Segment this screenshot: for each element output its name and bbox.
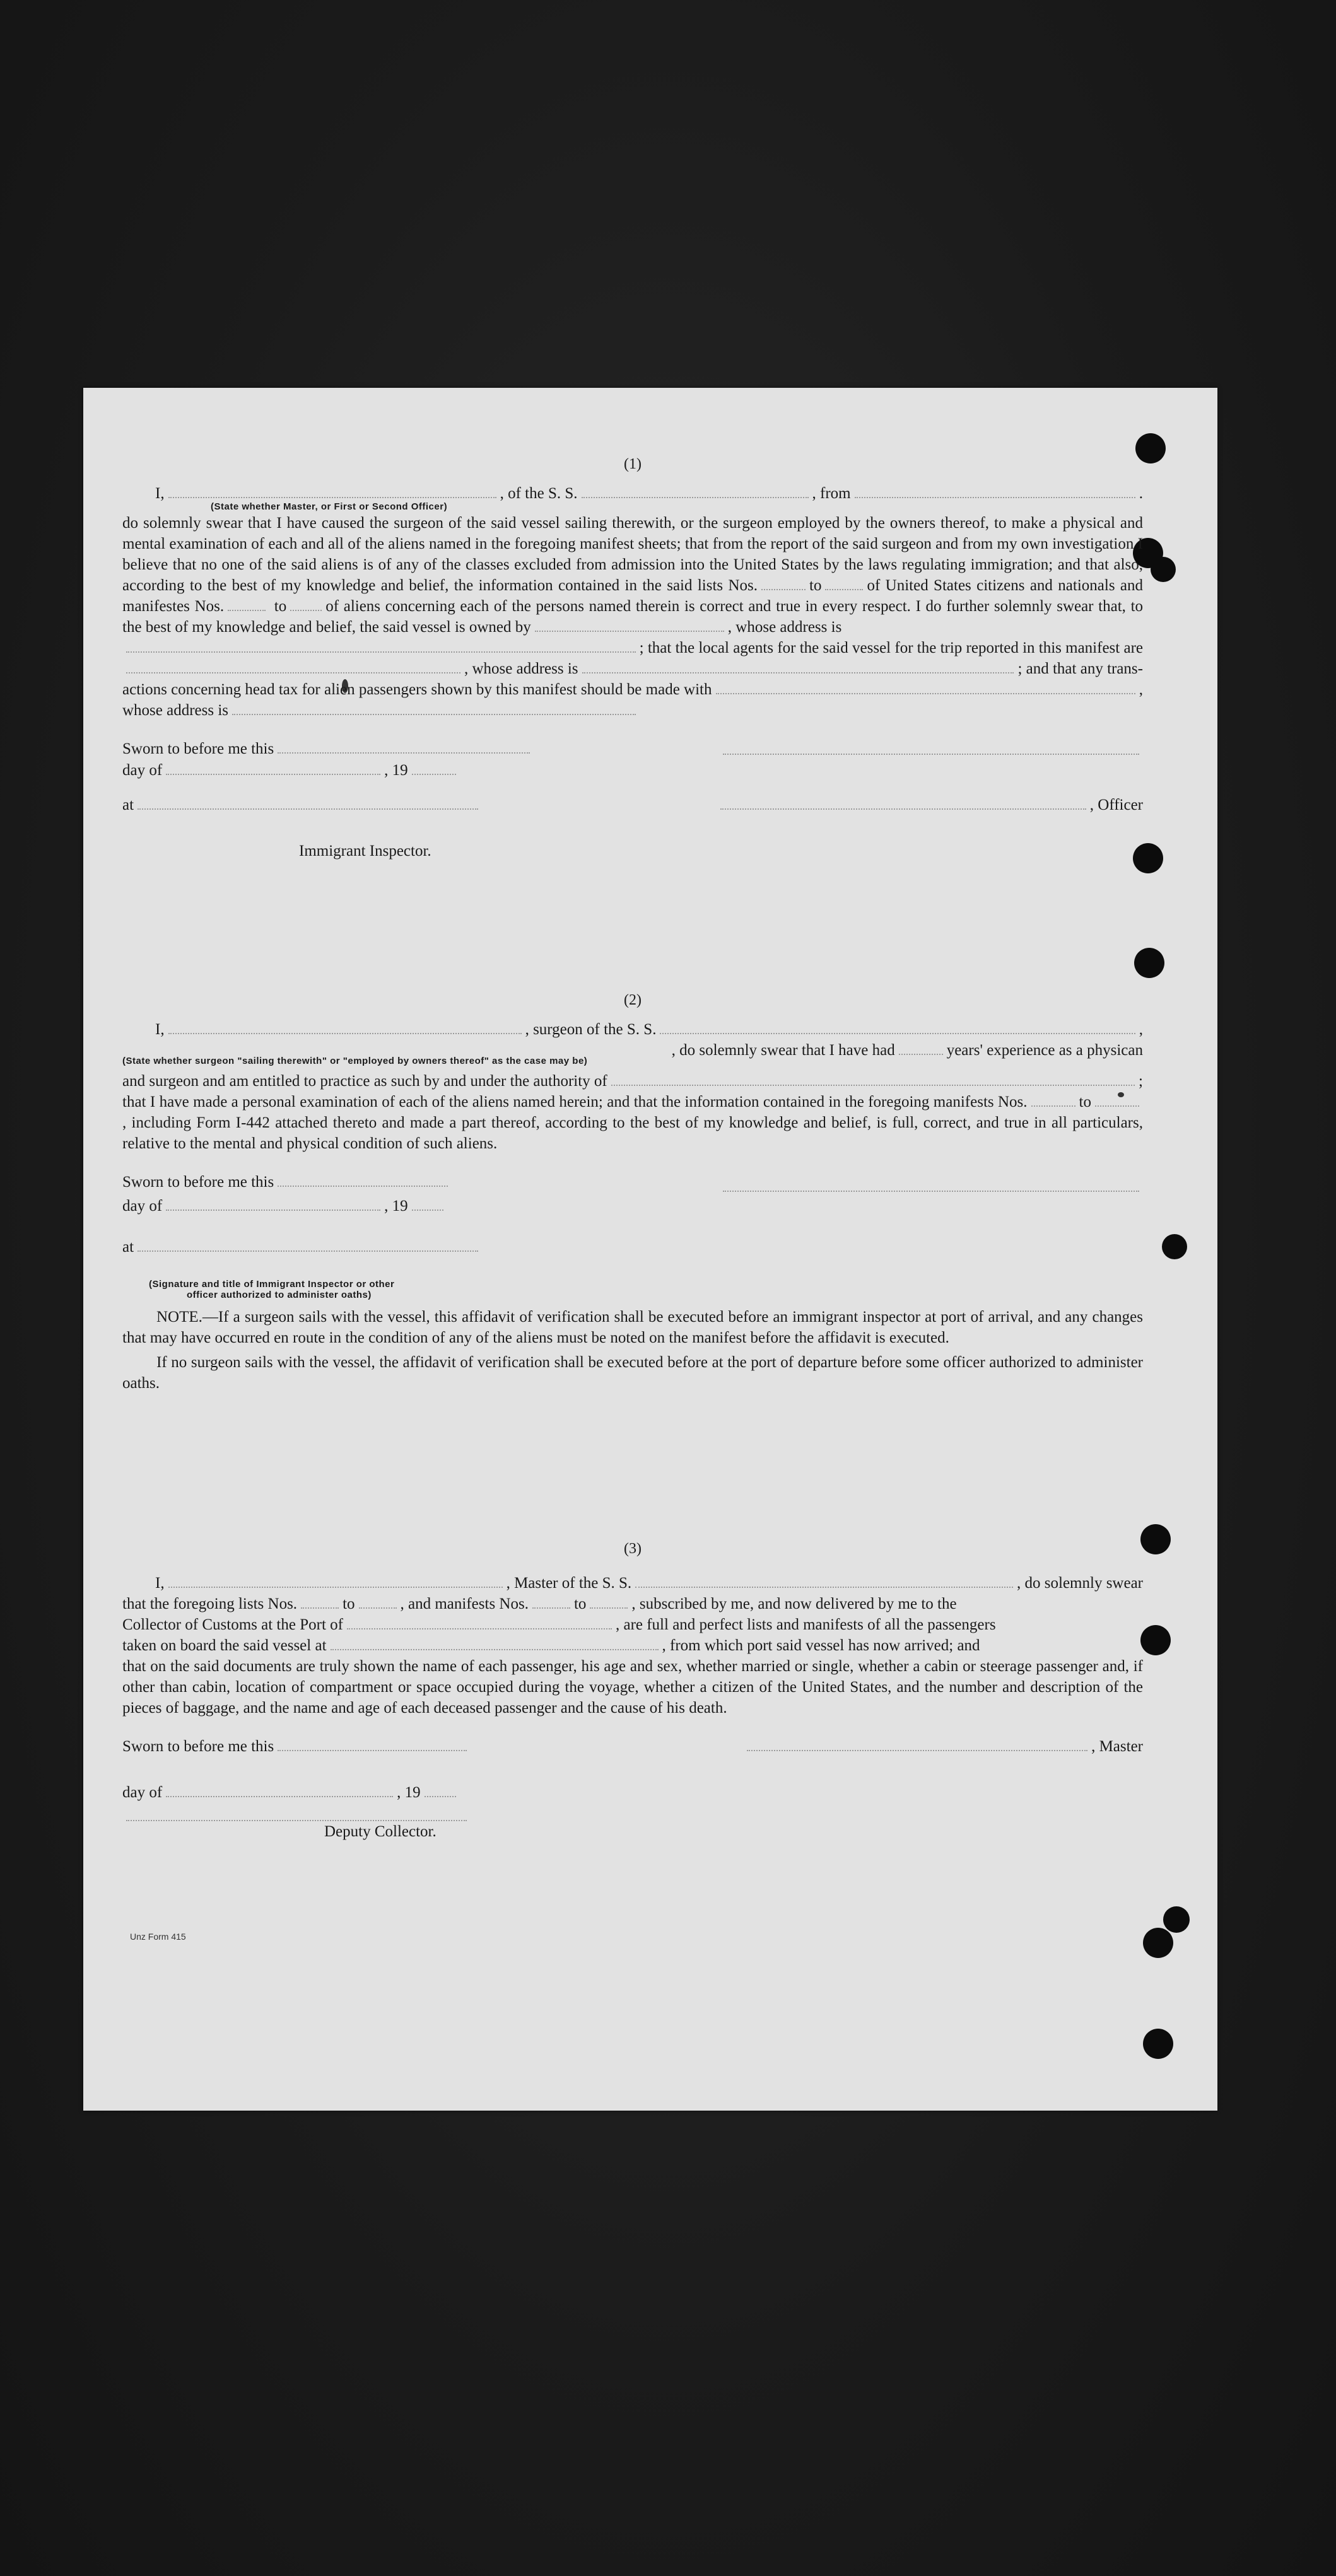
month-blank — [166, 1795, 393, 1797]
year-blank — [412, 1209, 443, 1211]
punch-hole — [1163, 1906, 1190, 1933]
sworn-date-blank — [278, 752, 530, 754]
port-blank — [347, 1628, 612, 1629]
surgeon-signature-blank — [723, 1190, 1139, 1192]
surgeon-caption: (State whether surgeon "sailing therewith" or "employed by owners thereof" as the case may be) — [122, 1056, 588, 1066]
section-number: (2) — [624, 992, 642, 1008]
sworn-line: Sworn to before me this — [122, 738, 1143, 759]
manifest-from-blank — [532, 1607, 570, 1609]
day-of-line: day of , 19 — [122, 1196, 1143, 1216]
agents-blank — [126, 672, 460, 673]
manifest-from-blank — [1031, 1105, 1075, 1107]
month-blank — [166, 773, 380, 775]
manifest-to-blank — [590, 1607, 628, 1609]
sworn-line: Sworn to before me this — [122, 1172, 1143, 1192]
punch-hole — [1140, 1625, 1171, 1655]
agents-line: ; that the local agents for the said vessel for the trip reported in this manifest are — [122, 638, 1143, 658]
sig-caption: (Signature and title of Immigrant Inspector or other officer authorized to administer oaths) — [149, 1279, 395, 1300]
list-from-blank — [761, 588, 806, 590]
day-of-line: day of , 19 — [122, 760, 1143, 781]
authority-blank — [611, 1084, 1135, 1086]
owner-blank — [535, 630, 724, 632]
at-line: at , Officer — [122, 796, 1143, 813]
manifest-to-blank — [290, 609, 322, 611]
note-paragraph: If no surgeon sails with the vessel, the affidavit of verification shall be executed before at the port of departure before some officer authorized to administer oaths. — [122, 1354, 1143, 1392]
year-blank — [425, 1795, 456, 1797]
collector-line: Collector of Customs at the Port of , are full and perfect lists and manifests of all the passengers — [122, 1616, 996, 1633]
vessel-name-blank — [635, 1586, 1013, 1588]
deputy-line: Deputy Collector. — [324, 1823, 437, 1840]
punch-hole — [1140, 1524, 1171, 1554]
years-blank — [899, 1053, 943, 1055]
lists-line: that the foregoing lists Nos. to , and manifests Nos. to , subscribed by me, and now delivered by me to the — [122, 1595, 957, 1612]
manifest-from-blank — [228, 609, 266, 611]
month-blank — [166, 1209, 380, 1211]
officer-signature-blank — [720, 808, 1086, 810]
master-name-blank — [168, 1586, 503, 1588]
form-number: Unz Form 415 — [130, 1932, 186, 1942]
head-tax-payee-blank — [716, 692, 1135, 694]
manifest-affidavit-sheet — [83, 388, 1217, 2111]
punch-hole — [1134, 948, 1164, 978]
section-number: (1) — [624, 456, 642, 472]
sworn-date-blank — [278, 1749, 467, 1751]
punch-hole — [1143, 1928, 1173, 1958]
agents-address-blank — [582, 672, 1014, 673]
master-manifest-text: that on the said documents are truly shown the name of each passenger, his age and sex, whether married or single, whether a cabin or steerage passenger and, if other than cabin, location of compartment or space occupied during the voyage, whether a citizen of the United States, and the number and description of the pieces of baggage, and the name and age of each deceased passenger and the cause of his death. — [122, 1658, 1143, 1716]
master-signature-blank — [747, 1749, 1087, 1751]
master-oath-text: do solemnly swear that I have caused the surgeon of the said vessel sailing therewith, or the surgeon employed by the owners thereof, to make a physical and mental examination of each and all of the aliens named in the foregoing manifest sheets; that from the report of the said surgeon and from my own investigation I believe that no one of the said aliens is of any of the classes excluded from admission into the United States by the laws regulating immigration; and that also, according to the best of my knowledge and belief, the information contained in the said lists Nos. to of United States citizens and nationals and manifestes Nos. to of aliens concerning each of the persons named therein is correct and true in every respect. I do further solemnly swear that, to the best of my knowledge and belief, the said vessel is owned by , whose address is — [122, 515, 1144, 636]
boarding-line: taken on board the said vessel at , from which port said vessel has now arrived; and — [122, 1637, 980, 1654]
sworn-date-blank — [278, 1185, 448, 1187]
list-to-blank — [825, 588, 863, 590]
surgeon-experience-line: , do solemnly swear that I have had years' experience as a physican — [671, 1042, 1143, 1059]
list-from-blank — [301, 1607, 339, 1609]
departure-port-blank — [855, 496, 1135, 498]
section-number: (3) — [624, 1541, 642, 1557]
punch-hole — [1162, 1234, 1187, 1259]
sworn-line: Sworn to before me this , Master — [122, 1738, 1143, 1755]
surgeon-name-blank — [168, 1032, 522, 1034]
master-identity-line: I, , Master of the S. S. , do solemnly swear — [155, 1575, 1143, 1592]
officer-name-blank — [168, 496, 496, 498]
affidavit-section-3 — [122, 1541, 1143, 1842]
inspector-line: Immigrant Inspector. — [299, 842, 431, 860]
head-tax-line: actions concerning head tax for alien passengers shown by this manifest should be made with , — [122, 681, 1143, 698]
affidavit-section-1 — [122, 456, 1143, 861]
affidavit-section-2 — [122, 992, 1143, 1394]
manifest-to-blank — [1095, 1105, 1139, 1107]
authority-line: and surgeon and am entitled to practice as such by and under the authority of ; — [122, 1073, 1143, 1090]
master-identity-line: I, , of the S. S. , from . — [155, 485, 1143, 502]
surgeon-oath-text: that I have made a personal examination of each of the aliens named herein; and that the information contained in the foregoing manifests Nos. to, including Form I-442 attached thereto and made a part thereof, according to the best of my knowledge and belief, is full, correct, and true in all particulars, relative to the mental and physical condition of such aliens. — [122, 1093, 1143, 1152]
master-signature-blank — [723, 753, 1139, 755]
place-blank — [138, 1250, 478, 1252]
list-to-blank — [359, 1607, 397, 1609]
punch-hole — [1143, 2029, 1173, 2059]
at-line: at — [122, 1237, 1143, 1257]
vessel-name-blank — [660, 1032, 1135, 1034]
surgeon-identity-line: I, , surgeon of the S. S. , — [155, 1021, 1143, 1038]
head-tax-address-blank — [232, 713, 636, 715]
boarding-port-blank — [331, 1648, 659, 1650]
agents-address-line: , whose address is ; and that any trans- — [122, 658, 1143, 679]
day-of-line: day of , 19 — [122, 1782, 1143, 1803]
punch-hole — [1151, 557, 1176, 582]
officer-caption: (State whether Master, or First or Second Officer) — [211, 501, 448, 512]
note-paragraph: NOTE.—If a surgeon sails with the vessel, this affidavit of verification shall be executed before an immigrant inspector at port of arrival, and any changes that may have occurred en route in the condition of any of the aliens must be noted on the manifest before the affidavit is executed. — [122, 1308, 1143, 1346]
head-tax-address-line: whose address is — [122, 700, 1143, 721]
owner-address-blank — [126, 651, 636, 653]
vessel-name-blank — [582, 496, 809, 498]
place-blank — [138, 808, 478, 810]
year-blank — [412, 773, 456, 775]
